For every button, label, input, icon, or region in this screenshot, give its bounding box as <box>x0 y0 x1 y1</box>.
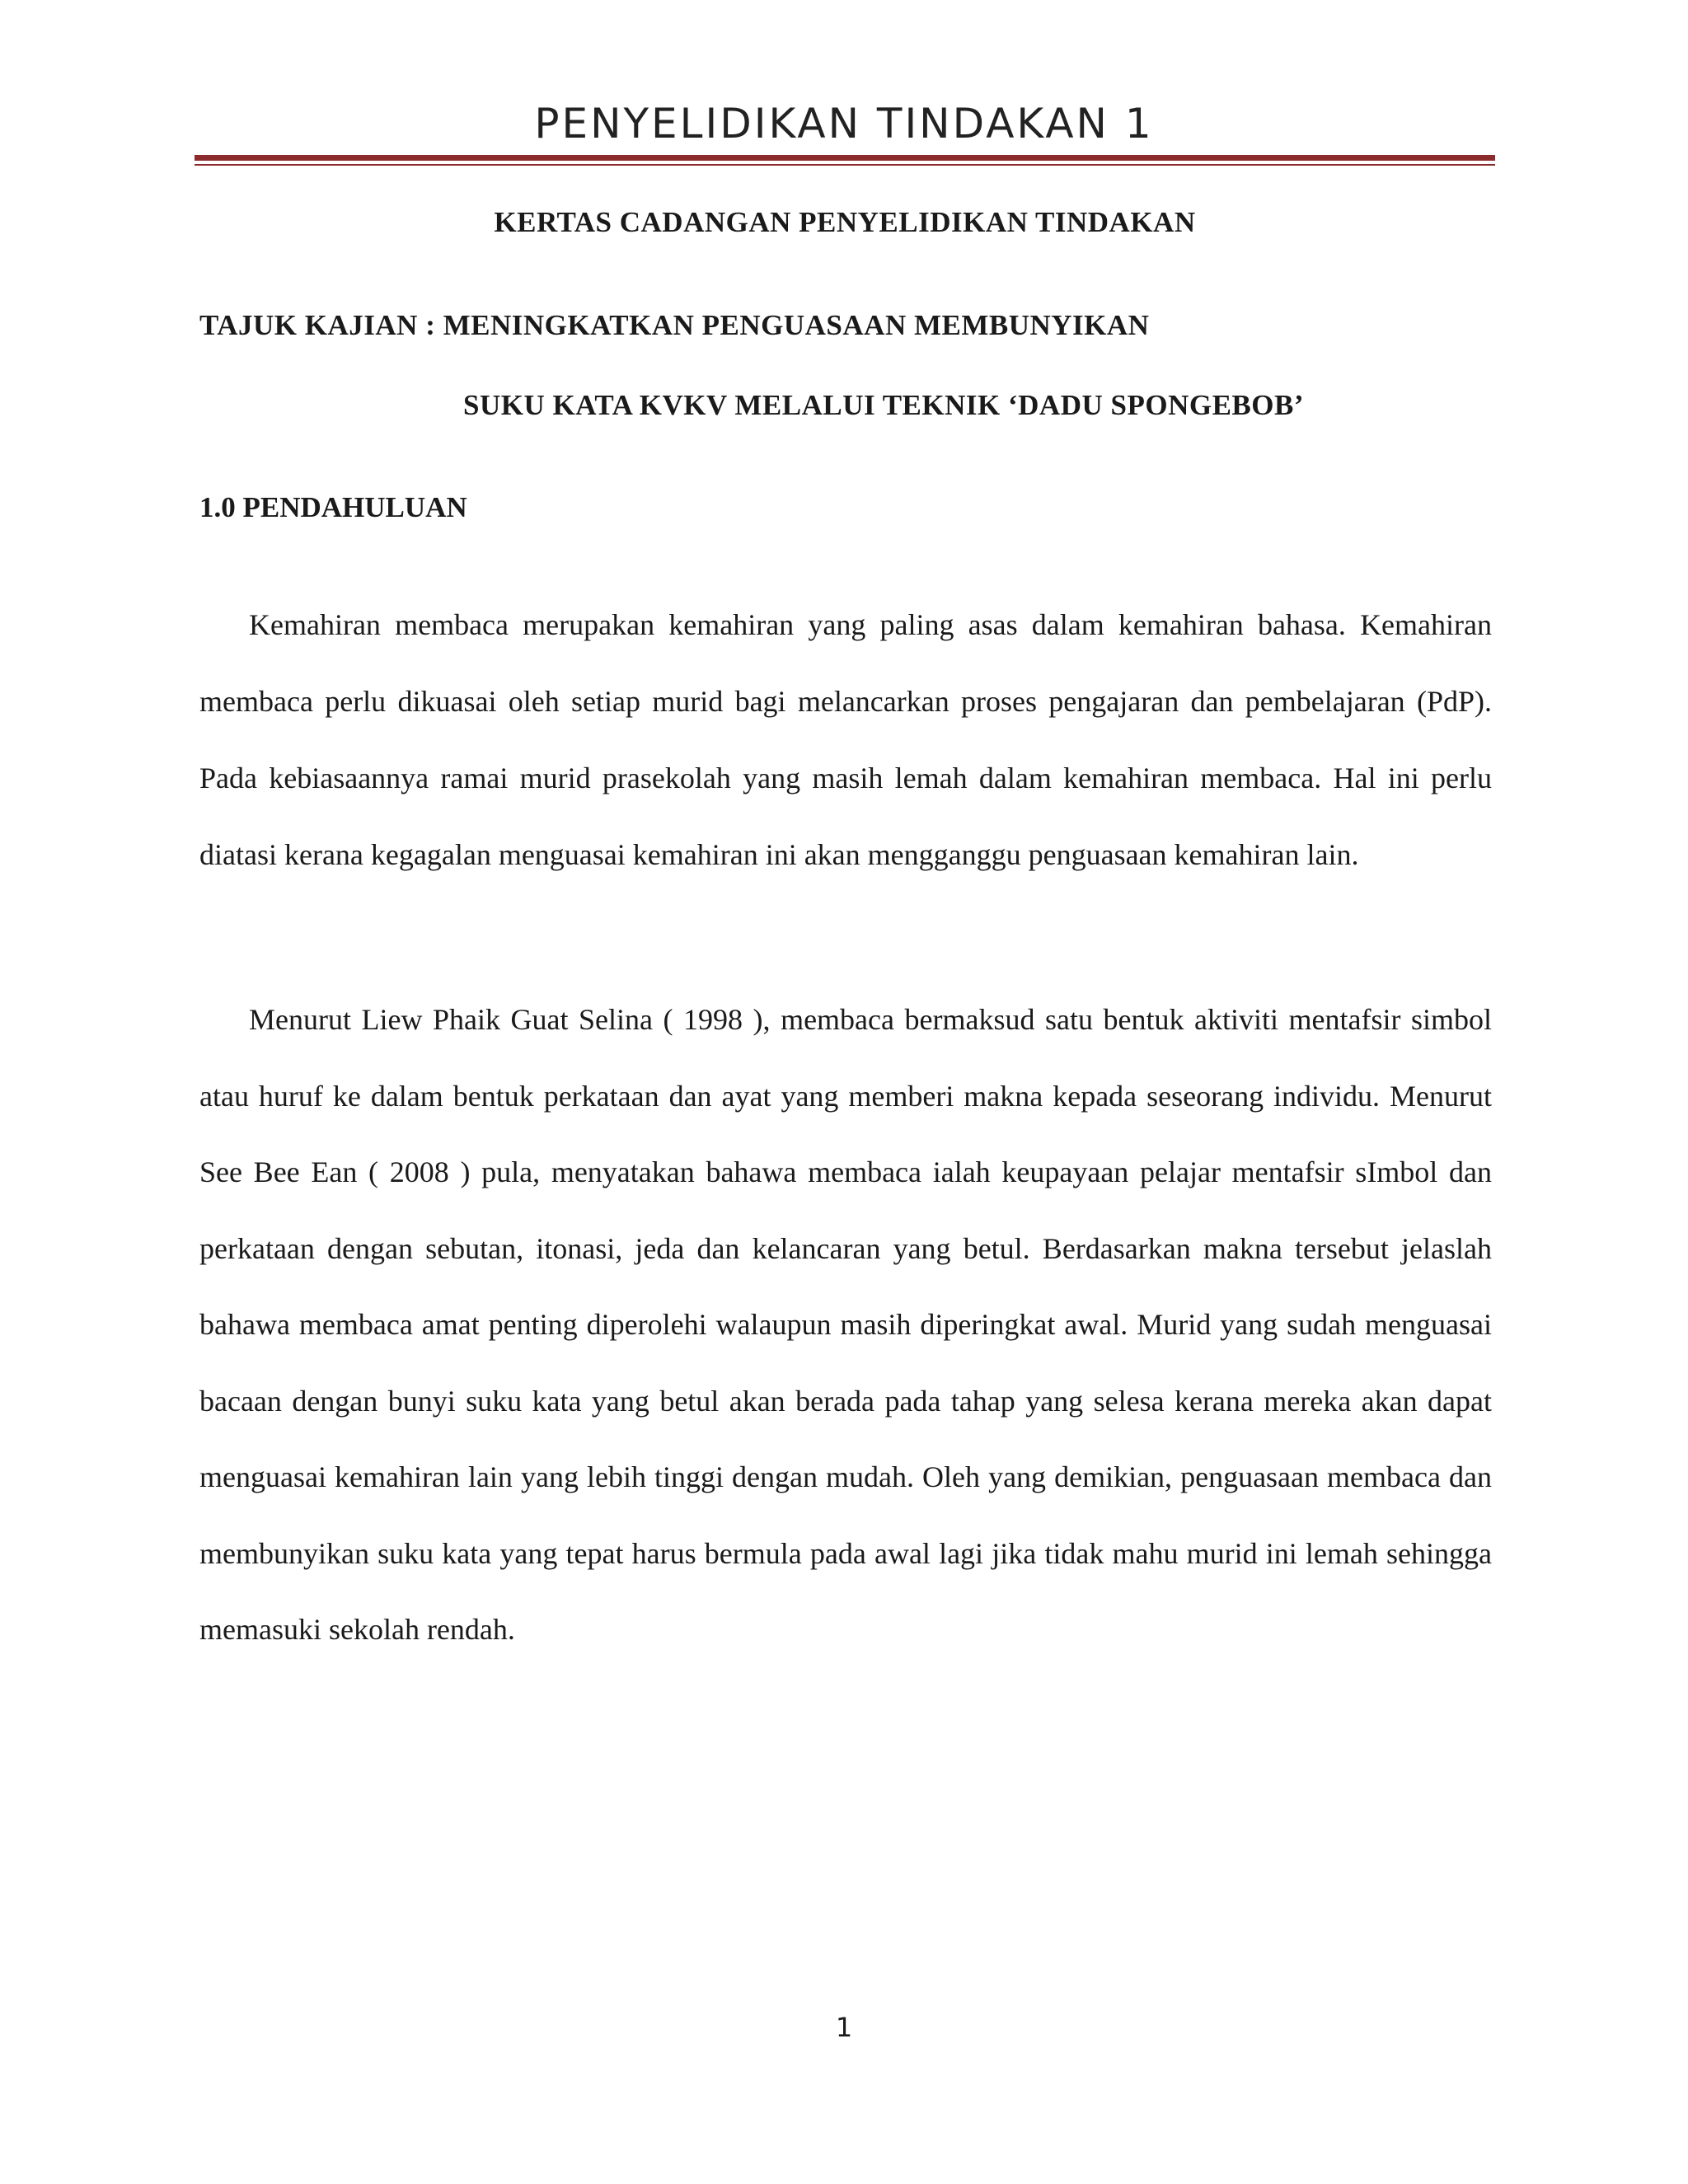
paragraph-2: Menurut Liew Phaik Guat Selina ( 1998 ), membaca bermaksud satu bentuk aktiviti mentafsir simbol atau huruf ke dalam bentuk perkataan dan ayat yang memberi makna kepada seseorang individu. Menurut See Bee Ean ( 2008 ) pula, menyatakan bahawa membaca ialah keupayaan pelajar mentafsir sImbol dan perkataan dengan sebutan, itonasi, jeda dan kelancaran yang betul. Berdasarkan makna tersebut jelaslah bahawa membaca amat penting diperolehi walaupun masih diperingkat awal. Murid yang sudah menguasai bacaan dengan bunyi suku kata yang betul akan berada pada tahap yang selesa kerana mereka akan dapat menguasai kemahiran lain yang lebih tinggi dengan mudah. Oleh yang demikian, penguasaan membaca dan membunyikan suku kata yang tepat harus bermula pada awal lagi jika tidak mahu murid ini lemah sehingga memasuki sekolah rendah. <box>199 1003 1492 1646</box>
header-rule-thick <box>195 155 1495 161</box>
research-title-line-2: SUKU KATA KVKV MELALUI TEKNIK ‘DADU SPONGEBOB’ <box>463 389 1304 421</box>
header-rule-thin <box>195 164 1495 166</box>
section-heading: 1.0 PENDAHULUAN <box>199 491 467 523</box>
research-title-line-1: TAJUK KAJIAN : MENINGKATKAN PENGUASAAN MEMBUNYIKAN <box>199 309 1150 341</box>
paragraph-1: Kemahiran membaca merupakan kemahiran yang paling asas dalam kemahiran bahasa. Kemahiran membaca perlu dikuasai oleh setiap murid bagi melancarkan proses pengajaran dan pembelajaran (PdP). Pada kebiasaannya ramai murid prasekolah yang masih lemah dalam kemahiran membaca. Hal ini perlu diatasi kerana kegagalan menguasai kemahiran ini akan mengganggu penguasaan kemahiran lain. <box>199 608 1492 871</box>
running-header-title: PENYELIDIKAN TINDAKAN 1 <box>534 100 1154 148</box>
document-title: KERTAS CADANGAN PENYELIDIKAN TINDAKAN <box>494 206 1196 238</box>
page-number: 1 <box>835 2012 853 2043</box>
